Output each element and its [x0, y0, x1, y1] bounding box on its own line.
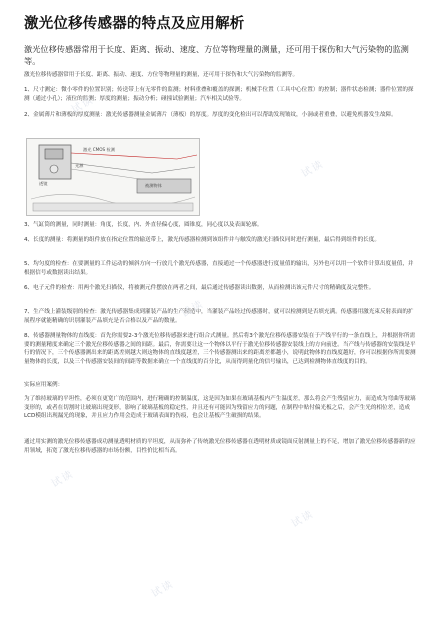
- paragraph-length-measurement: 4、长度的测量：将测量的组件放在指定位置的输送带上，激光传感器检测到该组件并与触发的激光扫描仪同时进行测量，最后得到组件的长度。: [24, 237, 380, 243]
- cmos-detector-shape: [45, 149, 63, 159]
- watermark-text: 试读: [289, 508, 317, 530]
- figure-label-target: 被测物体: [145, 183, 162, 188]
- paragraph-sheet-thickness: 2、金属薄片和薄板的厚度测量：激光传感器测量金属薄片（薄板）的厚度。厚度的变化检出可以帮助发现皱纹，小洞或者重叠，以避免机器发生故障。: [24, 112, 397, 118]
- watermark-text: 试读: [69, 94, 97, 116]
- paragraph-glass-flatness: 为了维持玻璃的平坦性，必须在更宽广的范围内，进行精确的控制温度，这是因为如果在玻璃基板内产生温度差，那么将会产生残留应力，而造成为弯曲等玻璃变形的，或者在切割时让玻璃出现变形，影响了玻璃基板的稳定性，并且还有可能因为残留应力的问题，在制程中贴付偏光板之后，会产生光的相位差，造成LCD模组出现漏光的现象，并且应力作用会造成于玻璃表面的伤痕，也会让基板产生破损的结果。: [24, 396, 416, 420]
- paragraph-straightness: 8、传感器测量物体的直线度：首先你需要2-3个激光位移传感器来进行组合式测量。然后将3个激光位移传感器安装在于产线平行的一条直线上，并根据你所需要的测量精度来确定三个激光位移传感器之间的间距。最后，你需要让这一个物体以平行于激光位移传感器安装线上的方向前进。当产线与传感器的安装线是平行的情况下，三个传感器测出来的距离差则越大则这物体的直线度越差，三个传感器测出来的距离差都越小，说明此物体的直线度越好，你可以根据你所需要测量物体的长度，以及三个传感器安装间的间距等数据来确立一个直线度的百分比，从而得到量化的信号输出，已达到检测物体直线度的目的。: [24, 333, 416, 365]
- document-title: 激光位移传感器的特点及应用解析: [24, 16, 245, 32]
- lead-paragraph: 激光位移传感器常用于长度、距离、振动、速度、方位等物理量的测量，还可用于探伤和大气污染物的监测等。: [24, 44, 409, 66]
- lens-shape: [50, 165, 58, 173]
- paragraph-uniformity-check: 5、均匀度的检查：在要测量的工件运动的倾斜方向一行放几个激光传感器，直接通过一个传感器进行度量值的输出，另外也可以用一个软件计算出度量值，并根据信号或数据读出结果。: [24, 261, 414, 276]
- figure-label-cmos: 激光 CMOS 检测: [83, 147, 115, 152]
- paragraph-cylinder-measurement: 3、气缸筒的测量，同时测量：角度，长度，内、外直径偏心度，圆锥度，同心度以及表面轮廓。: [24, 222, 263, 228]
- base-plate-shape: [33, 203, 193, 211]
- figure-label-lens: 透镜: [39, 181, 48, 186]
- figure-label-light-source: 光源: [75, 163, 84, 168]
- watermark-text: 试读: [299, 158, 327, 180]
- paragraph-intro: 激光位移传感器常用于长度、距离、振动、速度、方位等物理量的测量，还可用于探伤和大气污染物的监测等。: [24, 72, 299, 78]
- sensor-diagram-figure: [26, 138, 200, 216]
- paragraph-dimension-measurement: 1、尺寸测定：微小零件的位置识别；传送带上有无零件的监测；材料重叠和覆盖的探测；机械手位置（工具中心位置）的控制；器件状态检测；器件位置的探测（通过小孔）；液位的监测；厚度的测量；振动分析；碰撞试验测量；汽车相关试验等。: [24, 87, 414, 102]
- watermark-text: 试读: [149, 578, 177, 600]
- paragraph-electronic-check: 6、电子元件的检查：用两个激光扫描仪，将被测元件摆放在两者之间，最后通过传感器读出数据，从而检测出该元件尺寸的精确度及完整性。: [24, 285, 375, 291]
- paragraph-filling-check: 7、生产线上灌装级别的检查：激光传感器集成到灌装产品的生产制造中，当灌装产品经过传感器时，就可以检测到是否填充满。传感器用激光束反射表面的扩展程序就能精确的识别灌装产品填充是否合格以及产品的数量。: [24, 309, 414, 324]
- paragraph-conclusion: 通过用实测的激光位移传感器成功测量透明材质的平坦度，从而弥补了传统激光位移传感器在透明材质或镜面反射测量上的不足，增加了激光位移传感器新的应用领域，拓宽了激光位移传感器的市场份额，目性价比相当高。: [24, 439, 416, 454]
- case-heading: 实际应用案例：: [24, 382, 64, 388]
- watermark-text: 试读: [49, 468, 77, 490]
- watermark-text: 试读: [179, 298, 207, 320]
